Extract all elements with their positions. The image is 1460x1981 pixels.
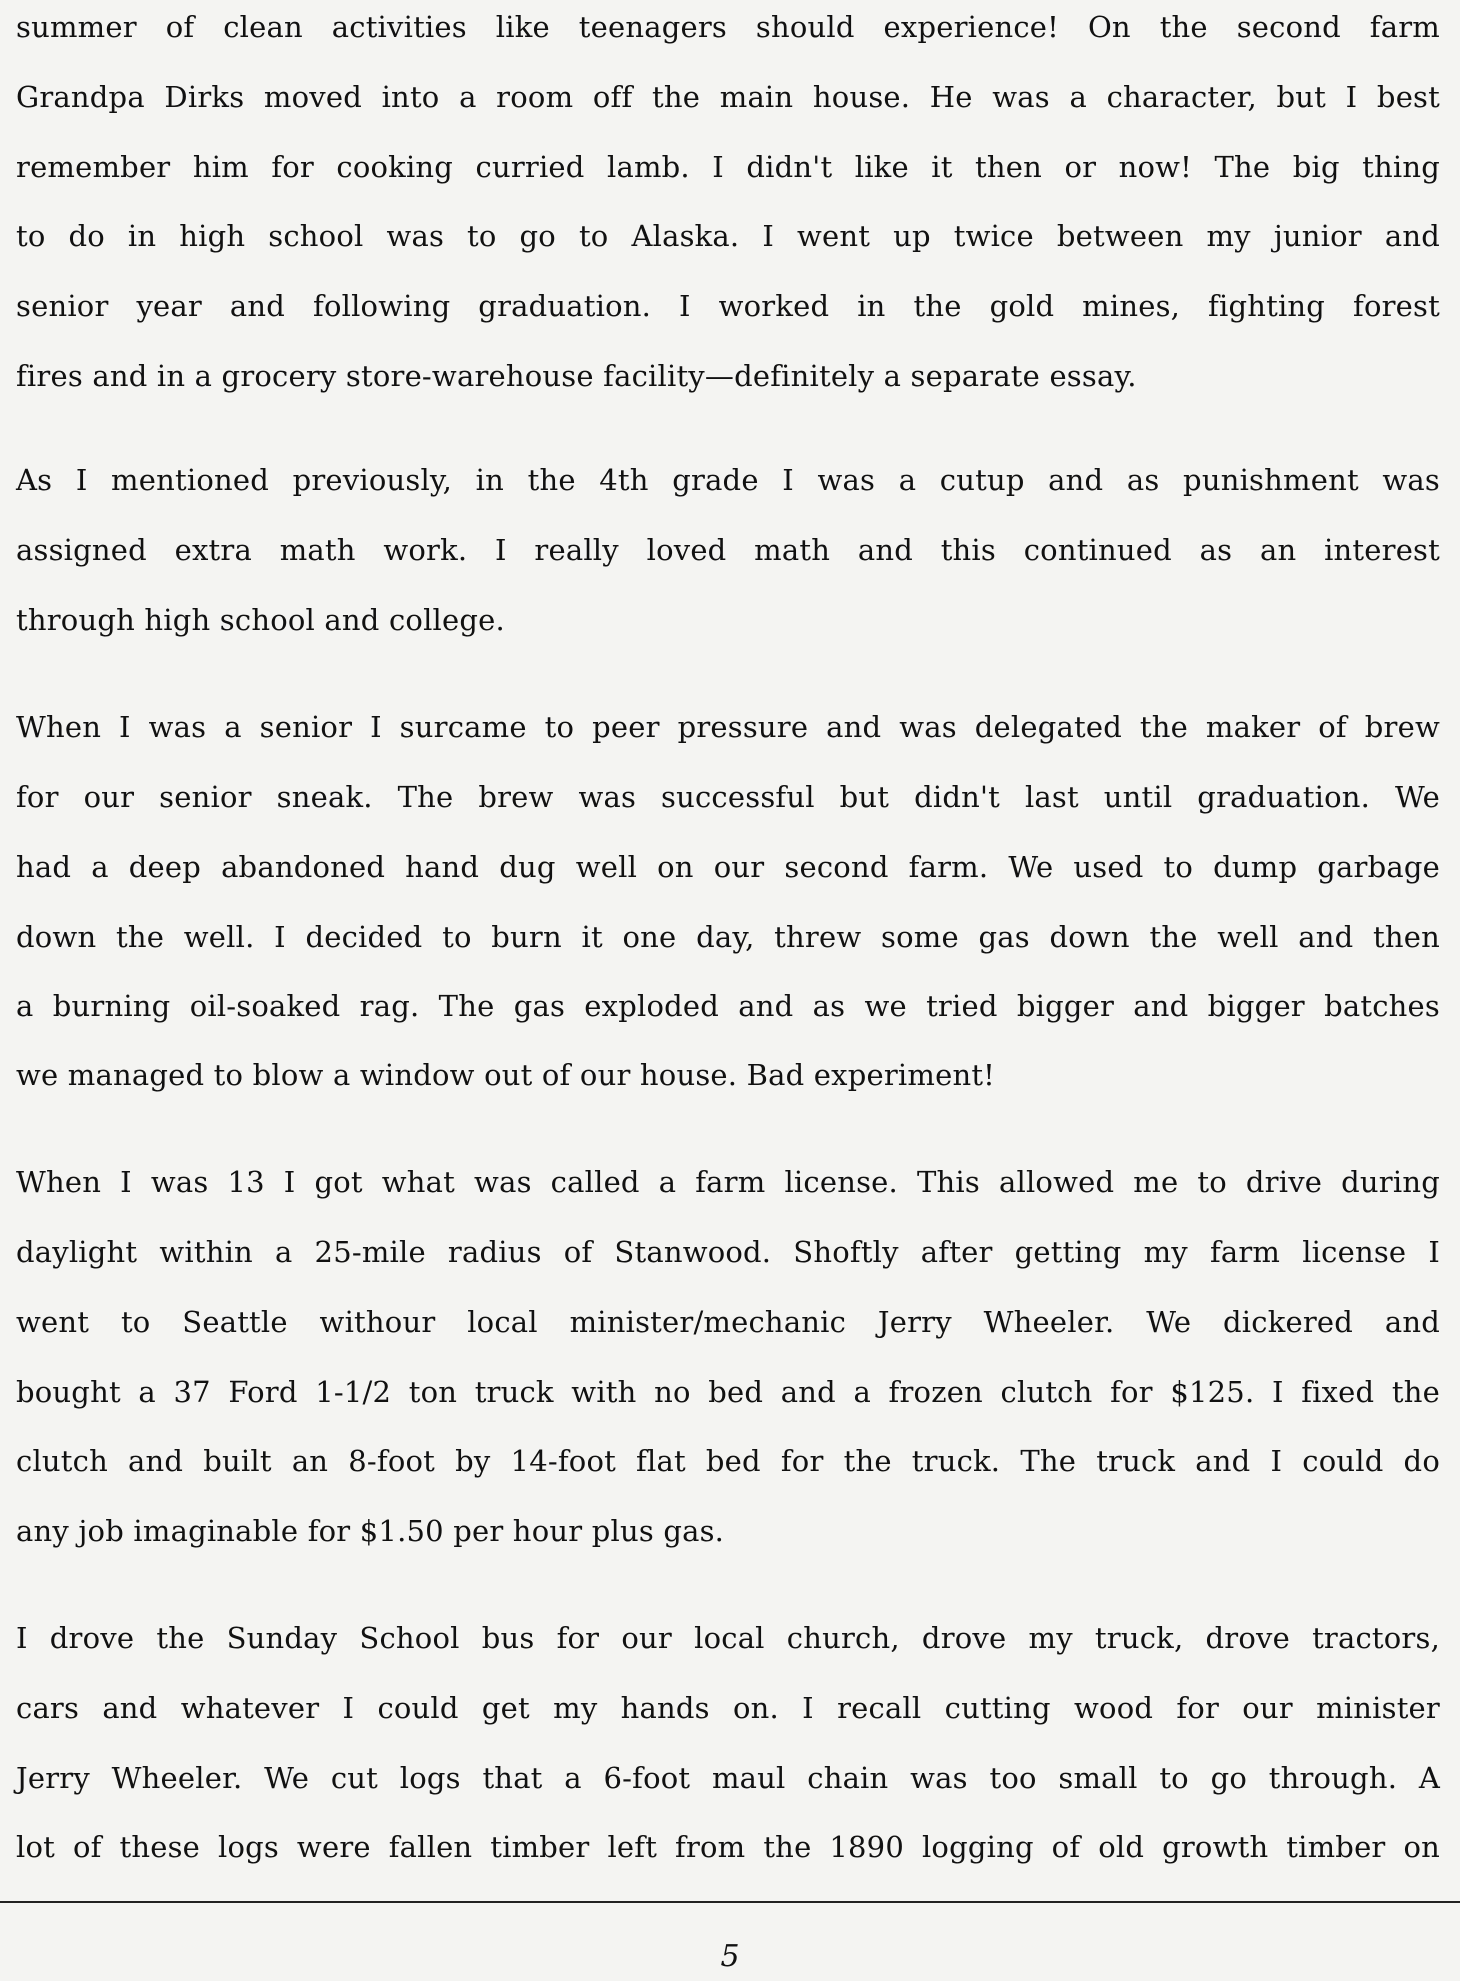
text-line: lot of these logs were fallen timber left from the 1890 logging of old growth timber on [16,1830,1440,1864]
text-line: When I was 13 I got what was called a farm license. This allowed me to drive during [16,1165,1440,1199]
text-line: As I mentioned previously, in the 4th grade I was a cutup and as punishment was [16,463,1440,497]
text-line: went to Seattle withour local minister/mechanic Jerry Wheeler. We dickered and [16,1305,1440,1339]
text-line: senior year and following graduation. I worked in the gold mines, fighting forest [16,289,1440,323]
page-number: 5 [720,1939,740,1974]
text-line: Grandpa Dirks moved into a room off the main house. He was a character, but I best [16,80,1440,114]
text-line: remember him for cooking curried lamb. I didn't like it then or now! The big thing [16,150,1440,184]
text-line: to do in high school was to go to Alaska. I went up twice between my junior and [16,219,1440,253]
text-line: any job imaginable for $1.50 per hour plus gas. [16,1514,725,1548]
text-line: a burning oil-soaked rag. The gas exploded and as we tried bigger and bigger batches [16,989,1440,1023]
text-line: had a deep abandoned hand dug well on our second farm. We used to dump garbage [16,850,1440,884]
footer-divider [0,1901,1460,1903]
text-line: I drove the Sunday School bus for our local church, drove my truck, drove tractors, [16,1621,1440,1655]
text-line: summer of clean activities like teenagers should experience! On the second farm [16,10,1440,44]
text-line: through high school and college. [16,603,505,637]
text-line: we managed to blow a window out of our house. Bad experiment! [16,1058,996,1092]
text-line: fires and in a grocery store-warehouse facility—definitely a separate essay. [16,359,1137,393]
text-line: clutch and built an 8-foot by 14-foot flat bed for the truck. The truck and I could do [16,1444,1440,1478]
text-line: bought a 37 Ford 1-1/2 ton truck with no bed and a frozen clutch for $125. I fixed the [16,1375,1440,1409]
text-line: daylight within a 25-mile radius of Stanwood. Shoftly after getting my farm license I [16,1235,1440,1269]
text-line: assigned extra math work. I really loved math and this continued as an interest [16,533,1440,567]
text-line: down the well. I decided to burn it one day, threw some gas down the well and then [16,920,1440,954]
text-line: for our senior sneak. The brew was successful but didn't last until graduation. We [16,780,1440,814]
text-line: cars and whatever I could get my hands on. I recall cutting wood for our minister [16,1691,1440,1725]
text-line: Jerry Wheeler. We cut logs that a 6-foot maul chain was too small to go through. A [16,1761,1440,1795]
text-line: When I was a senior I surcame to peer pressure and was delegated the maker of brew [16,710,1440,744]
